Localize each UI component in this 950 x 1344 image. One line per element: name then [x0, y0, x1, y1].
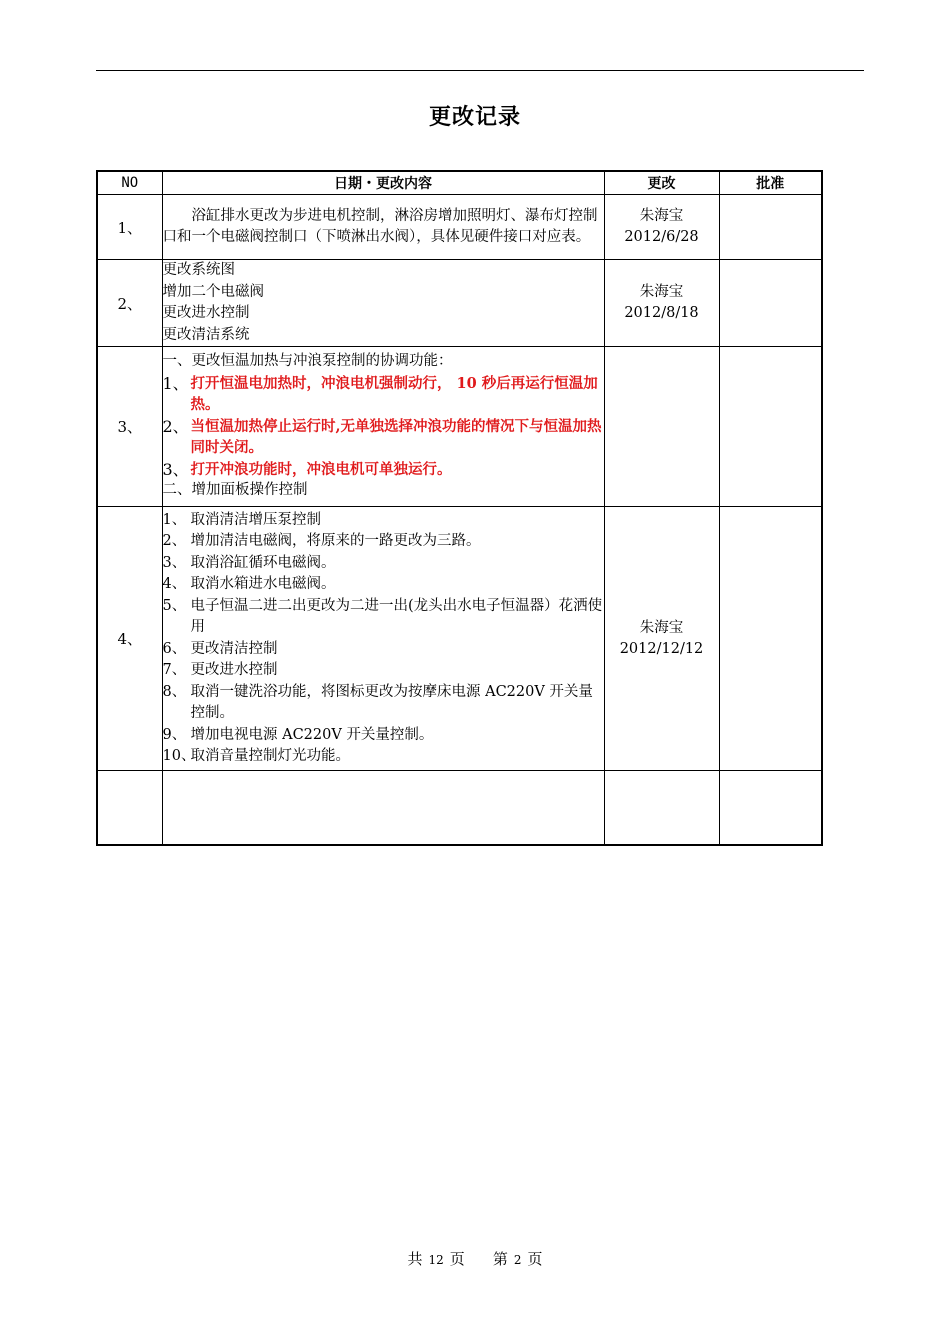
table-header-row	[97, 171, 822, 195]
row-content	[162, 347, 604, 507]
row-changer	[604, 347, 719, 507]
row-number: 2、	[97, 260, 162, 347]
changer-name: 朱海宝	[639, 619, 684, 636]
list-item: 5、 电子恒温二进二出更改为二进一出(龙头出水电子恒温器）花洒使用	[162, 597, 603, 635]
row-number: 3、	[97, 347, 162, 507]
content-heading: 二、增加面板操作控制	[162, 482, 308, 499]
page-footer	[0, 1248, 950, 1269]
content-line: 增加二个电磁阀	[162, 283, 264, 300]
row-changer	[604, 195, 719, 260]
row-number	[97, 771, 162, 845]
list-item: 4、 取消水箱进水电磁阀。	[162, 576, 336, 592]
list-item: 6、 更改清洁控制	[162, 640, 278, 657]
list-item: 8、 取消一键洗浴功能，将图标更改为按摩床电源 AC220V 开关量控制。	[162, 683, 593, 721]
row-content	[162, 771, 604, 845]
list-item: 2、 当恒温加热停止运行时,无单独选择冲浪功能的情况下与恒温加热同时关闭。	[162, 416, 602, 457]
row-content	[162, 260, 604, 347]
list-item: 3、 打开冲浪功能时，冲浪电机可单独运行。	[162, 459, 452, 479]
change-log-table	[96, 170, 823, 846]
footer-total-prefix: 共	[407, 1250, 423, 1268]
table-row	[97, 195, 822, 260]
row-changer	[604, 771, 719, 845]
list-item: 1、 打开恒温电加热时，冲浪电机强制动行， 10 秒后再运行恒温加热。	[162, 373, 598, 414]
row-approver	[719, 507, 822, 771]
footer-current-page: 2	[513, 1253, 522, 1267]
changer-date: 2012/8/18	[624, 305, 699, 321]
footer-current-prefix: 第	[492, 1250, 508, 1268]
row-approver	[719, 195, 822, 260]
header-content: 日期・更改内容	[162, 171, 604, 195]
content-line: 更改系统图	[162, 262, 235, 278]
row-approver	[719, 771, 822, 845]
table-row-empty	[97, 771, 822, 845]
row-approver	[719, 347, 822, 507]
list-item: 1、 取消清洁增压泵控制	[162, 511, 321, 528]
row-number: 4、	[97, 507, 162, 771]
table-row	[97, 260, 822, 347]
header-changer: 更改	[604, 171, 719, 195]
list-item: 7、 更改进水控制	[162, 662, 278, 678]
table-row	[97, 507, 822, 771]
header-approver: 批准	[719, 171, 822, 195]
content-paragraph: 浴缸排水更改为步进电机控制，淋浴房增加照明灯、瀑布灯控制口和一个电磁阀控制口（下喷淋出水阀），具体见硬件接口对应表。	[162, 207, 598, 245]
row-content	[162, 195, 604, 260]
list-item: 10、 取消音量控制灯光功能。	[162, 748, 350, 764]
footer-page-suffix: 页	[449, 1250, 465, 1268]
changer-date: 2012/6/28	[624, 229, 699, 245]
changer-date: 2012/12/12	[619, 640, 704, 657]
changer-name: 朱海宝	[639, 208, 684, 224]
table-row	[97, 347, 822, 507]
row-approver	[719, 260, 822, 347]
row-changer	[604, 507, 719, 771]
content-line: 更改清洁系统	[162, 326, 250, 343]
row-content	[162, 507, 604, 771]
header-no: NO	[97, 171, 162, 195]
list-item: 3、 取消浴缸循环电磁阀。	[162, 554, 336, 571]
content-heading: 一、更改恒温加热与冲浪泵控制的协调功能：	[162, 353, 453, 370]
row-changer	[604, 260, 719, 347]
list-item: 2、 增加清洁电磁阀，将原来的一路更改为三路。	[162, 533, 481, 549]
content-line: 更改进水控制	[162, 305, 250, 321]
footer-total-pages: 12	[428, 1253, 444, 1267]
page-title: 更改记录	[428, 105, 521, 130]
row-number: 1、	[97, 195, 162, 260]
footer-current-suffix: 页	[527, 1250, 543, 1268]
list-item: 9、 增加电视电源 AC220V 开关量控制。	[162, 726, 434, 743]
header-rule	[96, 70, 864, 71]
changer-name: 朱海宝	[639, 284, 684, 300]
